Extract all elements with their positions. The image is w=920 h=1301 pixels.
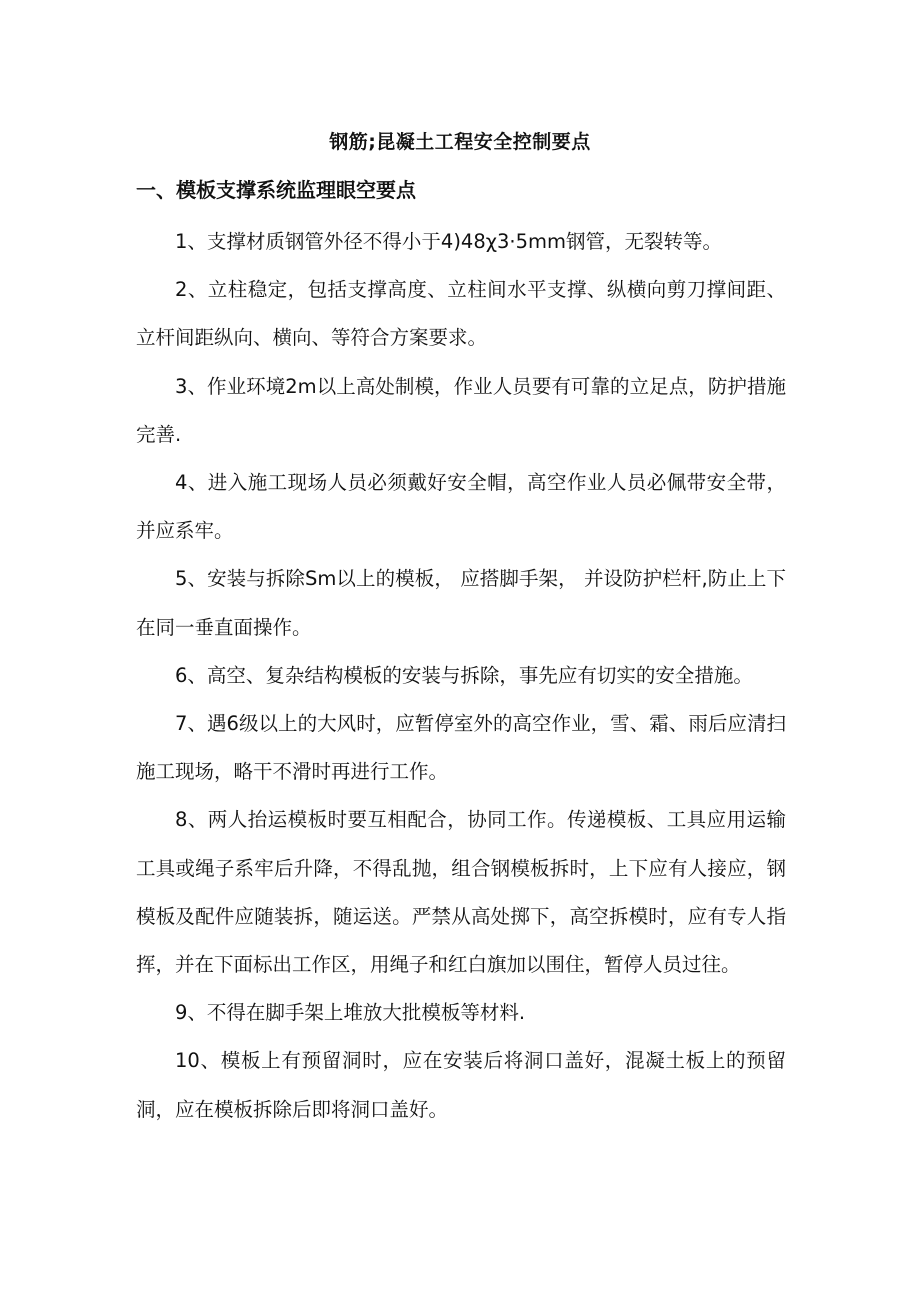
paragraph-item-9: 9、不得在脚手架上堆放大批模板等材料.: [175, 1001, 526, 1025]
section-heading: 一、模板支撑系统监理眼空要点: [136, 178, 416, 202]
paragraph-item-7: 7、遇6级以上的大风时，应暂停室外的高空作业，雪、霜、雨后应清扫施工现场，略干不滑时再进行工作。: [136, 712, 786, 784]
document-title: 钢筋;昆凝土工程安全控制要点: [329, 131, 591, 153]
paragraph-item-4: 4、进入施工现场人员必须戴好安全帽，高空作业人员必佩带安全带，并应系牢。: [136, 471, 786, 543]
paragraph-item-5: 5、安装与拆除Sm以上的模板， 应搭脚手架， 并设防护栏杆,防止上下在同一垂直面操作。: [136, 567, 786, 639]
paragraph-item-8: 8、两人抬运模板时要互相配合，协同工作。传递模板、工具应用运输工具或绳子系牢后升降，不得乱抛，组合钢模板拆时，上下应有人接应，钢模板及配件应随装拆，随运送。严禁从高处掷下，高空拆模时，应有专人指挥，并在下面标出工作区，用绳子和红白旗加以围住，暂停人员过往。: [136, 808, 786, 977]
document-body: [136, 218, 786, 1134]
paragraph-item-6: 6、高空、复杂结构模板的安装与拆除，事先应有切实的安全措施。: [175, 663, 753, 687]
paragraph-item-2: 2、立柱稳定，包括支撑高度、立柱间水平支撑、纵横向剪刀撑间距、立杆间距纵向、横向、等符合方案要求。: [136, 278, 786, 350]
paragraph-item-1: 1、支撑材质钢管外径不得小于4)48χ3·5mm钢管，无裂转等。: [175, 230, 723, 253]
paragraph-item-3: 3、作业环境2m以上高处制模，作业人员要有可靠的立足点，防护措施完善.: [136, 374, 786, 446]
paragraph-item-10: 10、模板上有预留洞时，应在安装后将洞口盖好，混凝土板上的预留洞，应在模板拆除后即将洞口盖好。: [136, 1049, 786, 1121]
